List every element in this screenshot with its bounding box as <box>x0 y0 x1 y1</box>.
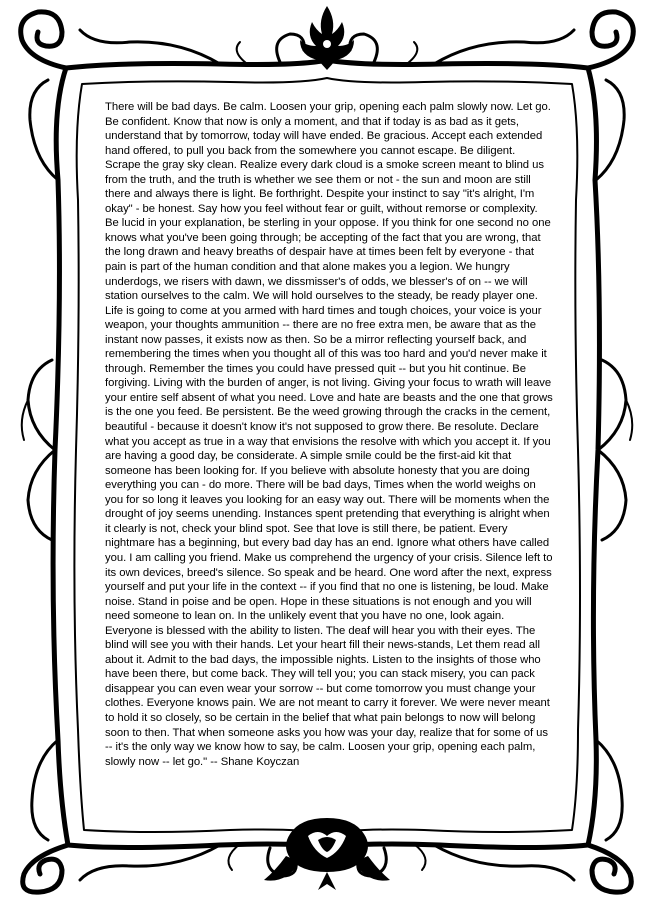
poem-text: There will be bad days. Be calm. Loosen your grip, opening each palm slowly now. Let go. Be confident. Know that now is only a moment, and that if today is as bad as it gets, understand that by tomorrow, today will have ended. Be gracious. Accept each extended hand offered, to pull you back from the somewhere you cannot escape. Be diligent. Scrape the gray sky clean. Realize every dark cloud is a smoke screen meant to blind us from the truth, and the truth is whether we see them or not - the sun and moon are still there and always there is light. Be forthright. Despite your instinct to say "it's alright, I'm okay" - be honest. Say how you feel without fear or guilt, without remorse or complexity. Be lucid in your explanation, be sterling in your oppose. If you think for one second no one knows what you've been going through; be accepting of the fact that you are wrong, that the long drawn and heavy breaths of despair have at times been felt by everyone - that pain is part of the human condition and that alone makes you a legion. We hungry underdogs, we risers with dawn, we dissmisser's of odds, we blesser's of on -- we will station ourselves to the calm. We will hold ourselves to the steady, be ready player one. Life is going to come at you armed with hard times and tough choices, your voice is your weapon, your thoughts ammunition -- there are no free extra men, be aware that as the instant now passes, it exists now as then. So be a mirror reflecting yourself back, and remembering the times when you thought all of this was too hard and you'd never make it through. Remember the times you could have pressed quit -- but you hit continue. Be forgiving. Living with the burden of anger, is not living. Giving your focus to wrath will leave your entire self absent of what you need. Love and hate are beasts and the one that grows is the one you feed. Be persistent. Be the weed growing through the cracks in the cement, beautiful - because it doesn't know it's not supposed to grow there. Be resolute. Declare what you accept as true in a way that envisions the resolve with which you accept it. If you are having a good day, be considerate. A simple smile could be the first-aid kit that someone has been looking for. If you believe with absolute honesty that you are doing everything you can - do more. There will be bad days, Times when the world weighs on you for so long it leaves you looking for an easy way out. There will be moments when the drought of joy seems unending. Instances spent pretending that everything is alright when it clearly is not, check your blind spot. See that love is still there, be patient. Every nightmare has a beginning, but every bad day has an end. Ignore what others have called you. I am calling you friend. Make us comprehend the urgency of your crisis. Silence left to its own devices, breed's silence. So speak and be heard. One word after the next, express yourself and put your life in the context -- if you find that no one is listening, be loud. Make noise. Stand in poise and be open. Hope in these situations is not enough and you will need someone to lean on. In the unlikely event that you have no one, look again. Everyone is blessed with the ability to listen. The deaf will hear you with their eyes. The blind will see you with their hands. Let your heart fill their news-stands, Let them read all about it. Admit to the bad days, the impossible nights. Listen to the insights of those who have been there, but come back. They will tell you; you can stack misery, you can pack disappear you can even wear your sorrow -- but come tomorrow you must change your clothes. Everyone knows pain. We are not meant to carry it forever. We were never meant to hold it so closely, so be certain in the belief that what pain belongs to now will belong soon to then. That when someone asks you how was your day, realize that for some of us -- it's the only way we know how to say, be calm. Loosen your grip, opening each palm, slowly now -- let go." -- Shane Koyczan <box>105 101 553 768</box>
corner-scroll-top-left <box>21 12 66 68</box>
corner-scroll-bottom-left <box>23 845 68 892</box>
corner-scroll-bottom-right <box>588 845 631 892</box>
side-flourish-left <box>28 360 55 450</box>
side-flourish-right <box>598 360 626 450</box>
corner-scroll-top-right <box>588 12 633 68</box>
top-center-swirl <box>277 34 305 62</box>
